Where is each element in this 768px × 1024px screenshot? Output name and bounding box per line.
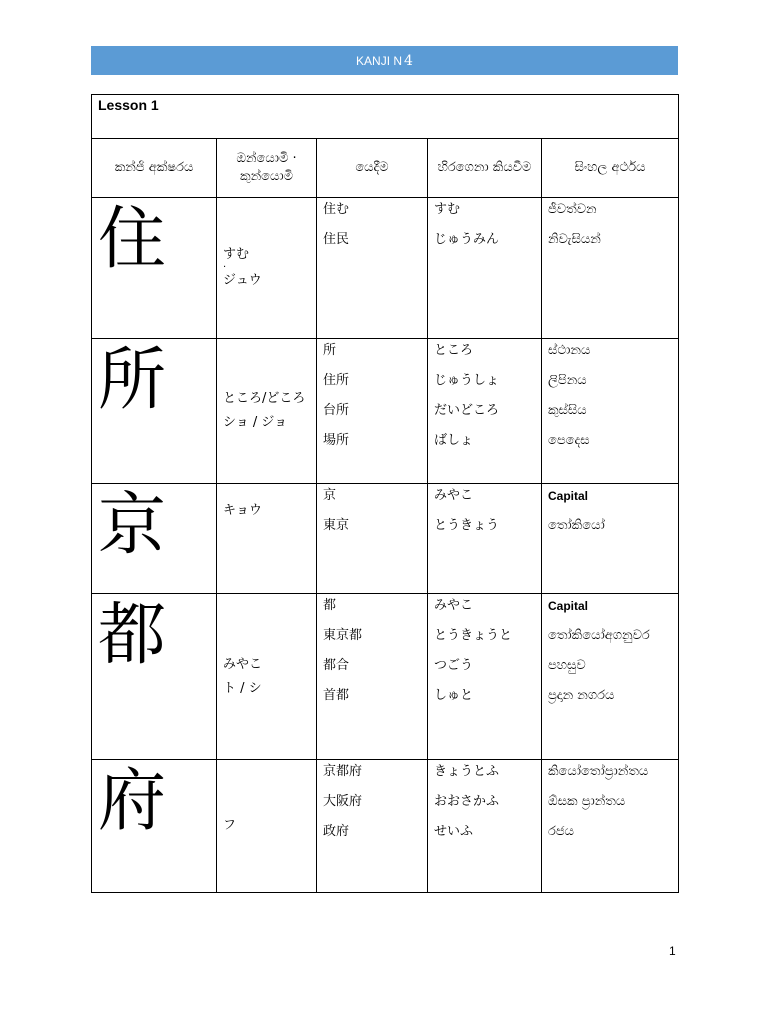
- hiragana-reading: だいどころ: [434, 403, 500, 418]
- sinhala-meaning: ස්ථානය: [548, 343, 591, 358]
- usage-word: 都合: [323, 658, 350, 673]
- kanji-character: 京: [92, 484, 217, 594]
- column-header-meaning: සිංහල අර්ථය: [542, 139, 679, 198]
- lesson-row: [92, 95, 679, 139]
- usage-cell: [317, 198, 428, 339]
- sinhala-meaning: පහසුව: [548, 658, 586, 673]
- hiragana-reading: とうきょう: [434, 518, 500, 533]
- usage-word: 大阪府: [323, 794, 363, 809]
- document-header-band: [91, 46, 678, 75]
- hiragana-reading: しゅと: [434, 688, 474, 703]
- usage-word: 住民: [323, 232, 350, 247]
- usage-word: 所: [323, 343, 337, 358]
- usage-word: 京都府: [323, 764, 363, 779]
- table-row: [92, 198, 679, 339]
- page-number: 1: [669, 944, 676, 958]
- readings-cell: [217, 760, 317, 893]
- column-header-readings: ඔන්යොමි · කුන්යොමි: [217, 139, 317, 198]
- table-row: [92, 594, 679, 760]
- reading: ショ / ジョ: [223, 415, 288, 430]
- reading: すむ: [223, 247, 250, 262]
- hiragana-reading: つごう: [434, 658, 474, 673]
- lesson-title: Lesson 1: [92, 95, 679, 139]
- reading: キョウ: [223, 503, 263, 518]
- reading: フ: [223, 818, 237, 833]
- hiragana-reading: ところ: [434, 343, 474, 358]
- usage-word: 住所: [323, 373, 350, 388]
- hiragana-cell: [428, 594, 542, 760]
- english-meaning: Capital: [548, 599, 589, 613]
- hiragana-cell: [428, 198, 542, 339]
- header-level: 4: [404, 52, 413, 69]
- sinhala-meaning: රජය: [548, 824, 575, 839]
- column-header-usage: යෙදීම: [317, 139, 428, 198]
- usage-word: 京: [323, 488, 337, 503]
- sinhala-meaning: නිවැසියන්: [548, 232, 601, 247]
- hiragana-reading: じゅうしょ: [434, 373, 500, 388]
- table-row: [92, 484, 679, 594]
- table-row: [92, 760, 679, 893]
- reading: みやこ: [223, 656, 263, 672]
- kanji-character: 都: [92, 594, 217, 760]
- hiragana-reading: みやこ: [434, 488, 474, 503]
- column-header-hiragana: හිරගෙනා කියවීම: [428, 139, 542, 198]
- usage-word: 住む: [323, 202, 350, 217]
- readings-cell: [217, 594, 317, 760]
- usage-cell: [317, 339, 428, 484]
- meaning-cell: [542, 594, 679, 760]
- kanji-character: 住: [92, 198, 217, 339]
- usage-word: 首都: [323, 688, 350, 703]
- english-meaning: Capital: [548, 489, 589, 503]
- sinhala-meaning: ලිපිනය: [548, 373, 587, 388]
- hiragana-reading: じゅうみん: [434, 232, 500, 247]
- kanji-character: 所: [92, 339, 217, 484]
- meaning-cell: [542, 484, 679, 594]
- header-title: KANJI N: [356, 53, 403, 68]
- hiragana-reading: おおさかふ: [434, 794, 500, 809]
- reading: ジュウ: [223, 273, 262, 288]
- kanji-table: [91, 94, 679, 893]
- sinhala-meaning: තෝකියෝ: [548, 518, 605, 533]
- kanji-character: 府: [92, 760, 217, 893]
- usage-word: 東京都: [323, 628, 363, 643]
- sinhala-meaning: ප්‍රදාන නගරය: [548, 688, 615, 703]
- sinhala-meaning: කුස්සිය: [548, 403, 587, 418]
- reading: ところ/どころ: [223, 391, 306, 406]
- header-row: [92, 139, 679, 198]
- reading: ト / シ: [223, 680, 262, 696]
- meaning-cell: [542, 760, 679, 893]
- meaning-cell: [542, 198, 679, 339]
- sinhala-meaning: පෙදෙස: [548, 433, 590, 448]
- hiragana-reading: せいふ: [434, 824, 474, 839]
- hiragana-reading: みやこ: [434, 598, 474, 613]
- usage-cell: [317, 484, 428, 594]
- column-header-kanji: කන්ජි අක්ෂරය: [92, 139, 217, 198]
- reading: ·: [223, 262, 227, 273]
- meaning-cell: [542, 339, 679, 484]
- hiragana-cell: [428, 339, 542, 484]
- usage-cell: [317, 594, 428, 760]
- sinhala-meaning: ඕසක ප්‍රාන්තය: [548, 794, 626, 809]
- readings-cell: [217, 198, 317, 339]
- usage-word: 東京: [323, 518, 350, 533]
- hiragana-reading: きょうとふ: [434, 764, 500, 779]
- usage-word: 政府: [323, 824, 350, 839]
- sinhala-meaning: කියෝතෝප්‍රාන්තය: [548, 764, 649, 779]
- sinhala-meaning: ජීවත්වන: [548, 202, 597, 217]
- readings-cell: [217, 339, 317, 484]
- hiragana-cell: [428, 760, 542, 893]
- hiragana-cell: [428, 484, 542, 594]
- usage-cell: [317, 760, 428, 893]
- hiragana-reading: すむ: [434, 202, 461, 217]
- usage-word: 場所: [323, 433, 350, 448]
- table-row: [92, 339, 679, 484]
- hiragana-reading: とうきょうと: [434, 628, 513, 643]
- sinhala-meaning: තෝකියෝඅගනුවර: [548, 628, 650, 643]
- hiragana-reading: ばしょ: [434, 433, 474, 448]
- readings-cell: [217, 484, 317, 594]
- usage-word: 都: [323, 598, 337, 613]
- usage-word: 台所: [323, 403, 350, 418]
